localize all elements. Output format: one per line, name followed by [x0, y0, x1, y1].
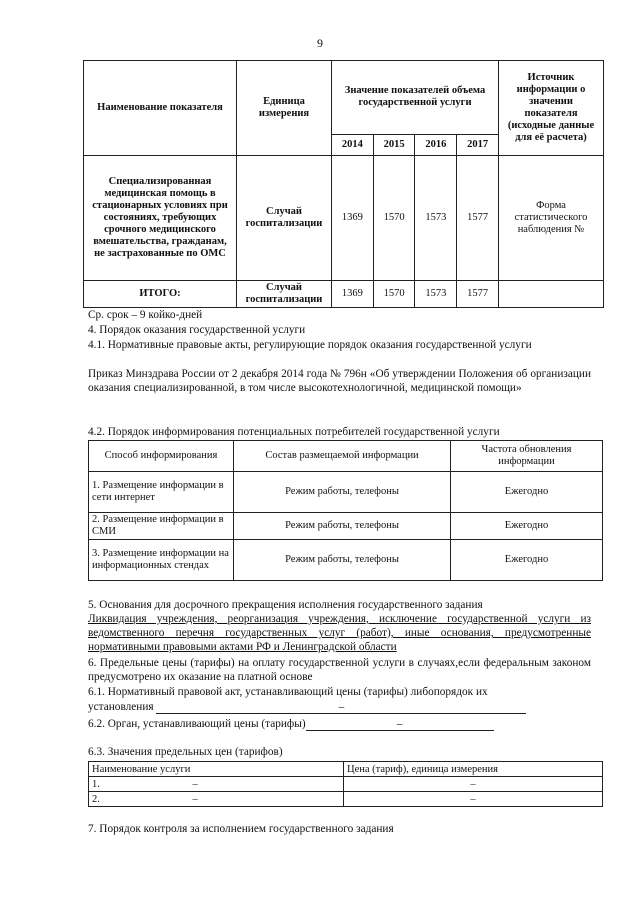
total-2016: 1573	[415, 281, 457, 308]
value-2015: 1570	[373, 156, 415, 281]
table-row	[89, 792, 603, 807]
indicator-source: Форма статистического наблюдения №	[499, 156, 604, 281]
informing-table	[88, 440, 603, 581]
row-number: 2.	[92, 793, 100, 805]
header-content: Состав размещаемой информации	[234, 441, 451, 472]
frequency-cell: Ежегодно	[451, 513, 603, 540]
table-row	[84, 156, 604, 281]
indicator-name: Специализированная медицинская помощь в стационарных условиях при состояниях, требующих срочного медицинского вмешательства, гражданам, не застрахованные по ОМС	[84, 156, 237, 281]
table-row	[89, 472, 603, 513]
frequency-cell: Ежегодно	[451, 540, 603, 581]
volume-indicators-table	[83, 60, 604, 308]
header-unit: Единица измерения	[237, 61, 332, 156]
row-number: 1.	[92, 778, 100, 790]
content-cell: Режим работы, телефоны	[234, 472, 451, 513]
page-number: 9	[317, 36, 323, 50]
header-indicator-name: Наименование показателя	[84, 61, 237, 156]
section-6-2-label: 6.2. Орган, устанавливающий цены (тарифы)	[88, 718, 306, 730]
total-2015: 1570	[373, 281, 415, 308]
table-row	[89, 513, 603, 540]
indicator-unit: Случай госпитализации	[237, 156, 332, 281]
value-2014: 1369	[332, 156, 374, 281]
tariffs-table	[88, 761, 603, 807]
content-cell: Режим работы, телефоны	[234, 540, 451, 581]
price-cell: –	[344, 777, 603, 792]
section-6-3: 6.3. Значения предельных цен (тарифов)	[88, 746, 283, 758]
header-values: Значение показателей объема государственной услуги	[332, 61, 499, 135]
section-4-1: 4.1. Нормативные правовые акты, регулирующие порядок оказания государственной услуги	[88, 339, 532, 351]
frequency-cell: Ежегодно	[451, 472, 603, 513]
header-price: Цена (тариф), единица измерения	[344, 762, 603, 777]
header-frequency: Частота обновления информации	[451, 441, 603, 472]
service-cell	[89, 777, 344, 792]
header-method: Способ информирования	[89, 441, 234, 472]
table-row	[89, 777, 603, 792]
section-6-2-line	[88, 717, 494, 731]
section-6-1: 6.1. Нормативный правовой акт, устанавливающий цены (тарифы) либопорядок их	[88, 686, 488, 698]
method-cell: 2. Размещение информации в СМИ	[89, 513, 234, 540]
total-unit: Случай госпитализации	[237, 281, 332, 308]
content-cell: Режим работы, телефоны	[234, 513, 451, 540]
value-2016: 1573	[415, 156, 457, 281]
section-7-title: 7. Порядок контроля за исполнением государственного задания	[88, 823, 394, 835]
section-5-text: Ликвидация учреждения, реорганизация учреждения, исключение государственной услуги из ведомственного перечня государственных услуг (работ), иные основания, предусмотренные нормативными правовыми актами РФ и Ленинградской области	[88, 613, 591, 653]
method-cell: 3. Размещение информации на информационных стендах	[89, 540, 234, 581]
header-year-2015: 2015	[373, 134, 415, 155]
section-6-1-value: –	[156, 701, 526, 714]
table-row	[89, 540, 603, 581]
header-service: Наименование услуги	[89, 762, 344, 777]
total-row	[84, 281, 604, 308]
header-year-2017: 2017	[457, 134, 499, 155]
price-cell: –	[344, 792, 603, 807]
average-term: Ср. срок – 9 койко-дней	[88, 309, 203, 321]
section-5-title: 5. Основания для досрочного прекращения исполнения государственного задания	[88, 599, 483, 611]
value-2017: 1577	[457, 156, 499, 281]
section-4-2: 4.2. Порядок информирования потенциальных потребителей государственной услуги	[88, 426, 500, 438]
total-label: ИТОГО:	[84, 281, 237, 308]
section-6-2-value: –	[306, 718, 494, 731]
section-4-title: 4. Порядок оказания государственной услуги	[88, 324, 306, 336]
service-value: –	[192, 793, 198, 805]
total-2017: 1577	[457, 281, 499, 308]
normative-order: Приказ Минздрава России от 2 декабря 2014 года № 796н «Об утверждении Положения об организации оказания специализированной, в том числе высокотехнологичной, медицинской помощи»	[88, 368, 591, 394]
header-source: Источник информации о значении показателя (исходные данные для её расчета)	[499, 61, 604, 156]
section-6-text: 6. Предельные цены (тарифы) на оплату государственной услуги в случаях,если федеральным законом предусмотрено их оказание на платной основе	[88, 657, 591, 683]
service-cell	[89, 792, 344, 807]
total-source	[499, 281, 604, 308]
header-year-2016: 2016	[415, 134, 457, 155]
method-cell: 1. Размещение информации в сети интернет	[89, 472, 234, 513]
service-value: –	[192, 778, 198, 790]
total-2014: 1369	[332, 281, 374, 308]
section-6-1-line	[88, 700, 526, 714]
section-6-1-label: установления	[88, 701, 154, 713]
header-year-2014: 2014	[332, 134, 374, 155]
